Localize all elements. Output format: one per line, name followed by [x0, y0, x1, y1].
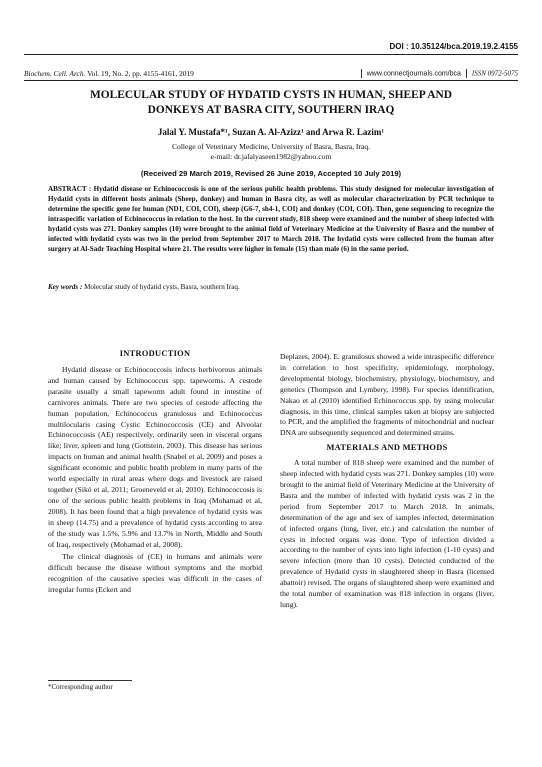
right-column: [280, 352, 494, 613]
body-paragraph: A total number of 818 sheep were examined and the number of sheep infected with hydatid cysts was 271. Donkey samples (10) were brought to the animal field of Veterinary Medicine at the University of Basra and the number of infected with hydatid cysts was 2 in the period from September 2017 to March 2018. In animals, determination of the age and sex of samples infected, determination of infected organs (lung, liver, etc.) and calculation the number of cysts in infected organs was done. Type of infection divided a according to the number of cysts into light infection (1-10 cysts) and severe infection (more than 10 cysts). Detected conducted of the prevalence of Hydatid cysts in slaughtered sheep in Basra (licensed abattoir) revised. The organs of slaughtered sheep were examined and the total number of examination was 818 infection in organs (liver, lung).: [280, 458, 494, 609]
footnote: *Corresponding author: [48, 683, 113, 691]
volume-info: Vol. 19, No. 2, pp. 4155-4161, 2019: [87, 69, 194, 78]
paper-title: [40, 88, 502, 118]
submission-dates: (Received 29 March 2019, Revised 26 June 2019, Accepted 10 July 2019): [140, 169, 402, 178]
footnote-rule: [48, 680, 132, 681]
affiliation-email[interactable]: e-mail: dr.jalalyaseen1982@yahoo.com: [210, 152, 332, 161]
body-paragraph: Hydatid disease or Echinococcosis infects herbivorous animals and human caused by Echinococcus spp. tapeworms. A cestode parasite usually a small tapeworm adult found in intestine of carnivores animals. There are two species of cestode affecting the human population, Echinococcus granulosus and Echinococcus multilocularis casing Cystic Echinococcosis (CE) and Alveolar Echinococcosis (AE) respectively, ordinarily seen in visceral organs like; liver, spleen and lung (Gottstein, 2003). This disease has serious impacts on human and animal health (Snabel et al, 2009) and poses a significant economic and public health problem in many parts of the world especially in rural areas where dogs and livestock are raised together (Sikó et al, 2011; Groeneveld et al, 2010). Echinococcosis is one of the serious public health problems in Iraq (Mohamad et al, 2008). It has been found that a high prevalence of hydatid cysts was in sheep (14.75) and a prevalence of hydatid cysts according to area of the study was 1.5%, 5.9% and 13.7% in North, Middle and South of Iraq, respectively (Mohamad et al, 2008).: [48, 365, 262, 549]
left-column: [48, 365, 262, 598]
body-paragraph: The clinical diagnosis of (CE) in humans and animals were difficult because the disease without symptoms and the morbid recognition of the causative species was difficult in the cases of irregular forms (Eckert and: [48, 552, 262, 595]
keywords-label: Key words :: [48, 283, 83, 291]
affiliation: [24, 142, 518, 162]
affiliation-institution: College of Veterinary Medicine, University of Basra, Basra, Iraq.: [171, 142, 371, 151]
methods-heading: MATERIALS AND METHODS: [326, 443, 448, 453]
abstract: ABSTRACT : Hydatid disease or Echinococcosis is one of the serious public health problems. This study designed for molecular investigation of Hydatid cysts in different hosts animals (Sheep, donkey) and human in Basra city, as well as molecular characterization by PCR technique to determine the specific gene for human (ND1, COI, COI), sheep (G6-7, sh4-1, COI) and donkey (COI, COI). Then, gene sequencing to recognize the intraspecific variation of Echinococcus in relation to the host. In the current study, 818 sheep were examined and the number of sheep infected with hydatid cysts was 271. Donkey samples (10) were brought to the animal field of Veterinary Medicine at the University of Basra and the number of infected with hydatid cysts was two in the period from September 2017 to March 2018. The hydatid cysts were collected from the human after surgery at Al-Sadr Teaching Hospital where 21. The results were higher in female (15) than male (6) in the same period.: [48, 185, 494, 253]
header-rule-top: [24, 54, 518, 55]
doi-label: DOI : 10.35124/bca.2019.19.2.4155: [389, 42, 518, 51]
journal-website[interactable]: www.connectjournals.com/bca: [366, 70, 461, 78]
title-line: DONKEYS AT BASRA CITY, SOUTHERN IRAQ: [147, 104, 395, 116]
introduction-heading: INTRODUCTION: [119, 349, 191, 358]
journal-links: [356, 69, 518, 78]
keywords: [48, 283, 494, 291]
journal-name: Biochem. Cell. Arch.: [24, 69, 86, 78]
journal-citation: [24, 69, 194, 78]
keywords-text: Molecular study of hydatid cysts, Basra, southern Iraq.: [84, 283, 240, 291]
header-separator: [361, 69, 362, 78]
author-list: Jalal Y. Mustafa*¹, Suzan A. Al-Azizz¹ and Arwa R. Lazim¹: [157, 127, 385, 137]
title-line: MOLECULAR STUDY OF HYDATID CYSTS IN HUMAN, SHEEP AND: [90, 89, 452, 101]
header-rule-bottom: [24, 80, 518, 81]
body-paragraph: Deplazes, 2004). E. granulosus showed a wide intraspecific difference in correlation to host specificity, epidemiology, morphology, developmental biology, biochemistry, physiology, biochemistry, and genetics (Thompson and Lymbery, 1998). For species identification, Nakao et al (2010) identified Echinococcus spp. by using molecular diagnosis, in this time, clinical samples taken at biopsy are subjected to PCR, and the amplified the fragments of mitochondrial and nuclear DNA are subsequently sequenced and determined strains.: [280, 352, 494, 438]
header-separator: [466, 69, 467, 78]
issn-label: ISSN 0972-5075: [471, 69, 518, 78]
